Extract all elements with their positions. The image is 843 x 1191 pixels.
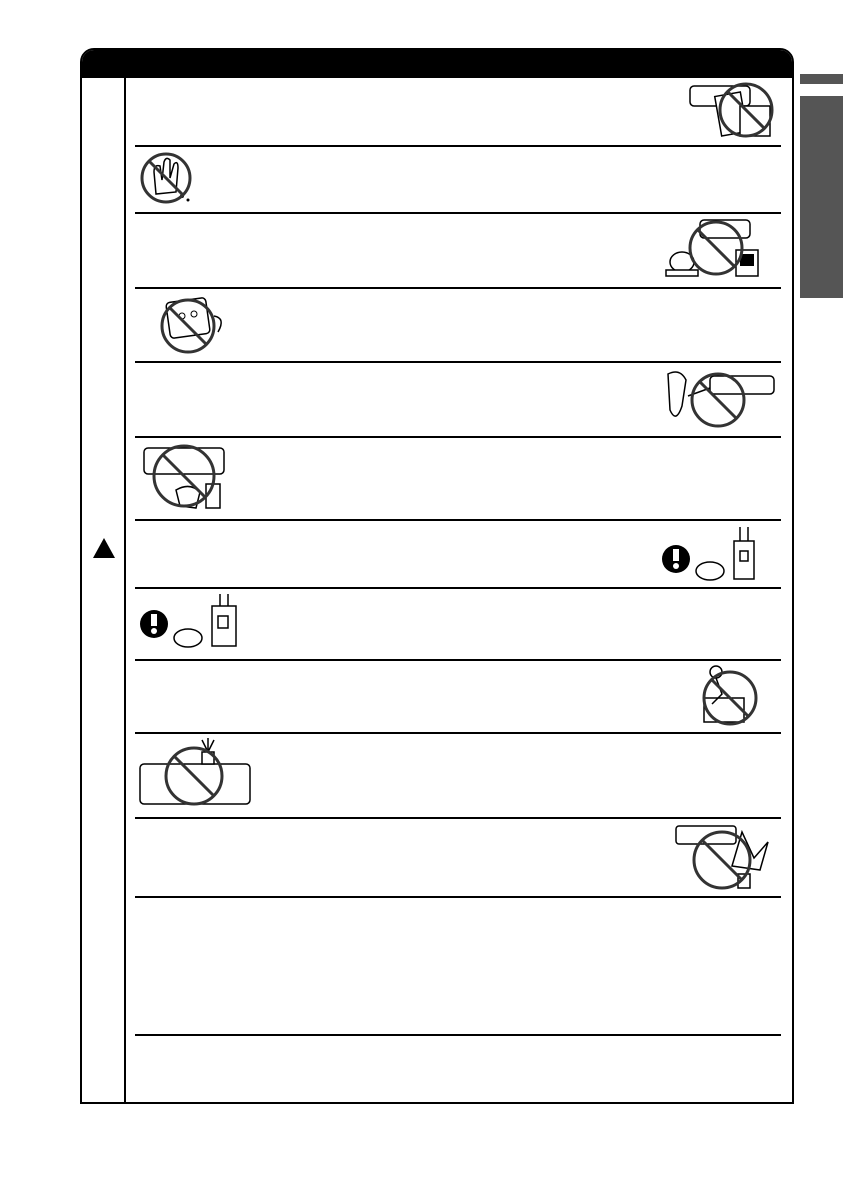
row-divider [135, 145, 781, 147]
row-divider [135, 587, 781, 589]
row-divider [135, 732, 781, 734]
warning-triangle-icon [93, 538, 115, 558]
row-divider [135, 361, 781, 363]
row-divider [135, 519, 781, 521]
row-divider [135, 436, 781, 438]
no-water-cleaning-icon [660, 366, 778, 430]
no-obstruction-unit-icon [688, 80, 780, 142]
no-climbing-outdoor-unit-icon [692, 664, 764, 728]
no-plant-on-unit-icon [138, 738, 254, 808]
no-wet-hands-icon [138, 152, 196, 204]
row-divider [135, 817, 781, 819]
row-divider [135, 1034, 781, 1036]
row-divider [135, 659, 781, 661]
power-off-switch-icon [660, 525, 760, 581]
no-spray-icon [140, 442, 244, 514]
no-water-splash-unit-icon [138, 292, 242, 356]
warning-column [82, 78, 126, 1102]
power-off-switch-icon [140, 594, 246, 650]
row-divider [135, 896, 781, 898]
no-plant-airflow-icon [672, 822, 782, 892]
section-side-tab [800, 74, 843, 298]
row-divider [135, 287, 781, 289]
row-divider [135, 212, 781, 214]
header-bar [82, 50, 792, 78]
no-heater-near-unit-icon [662, 216, 782, 280]
